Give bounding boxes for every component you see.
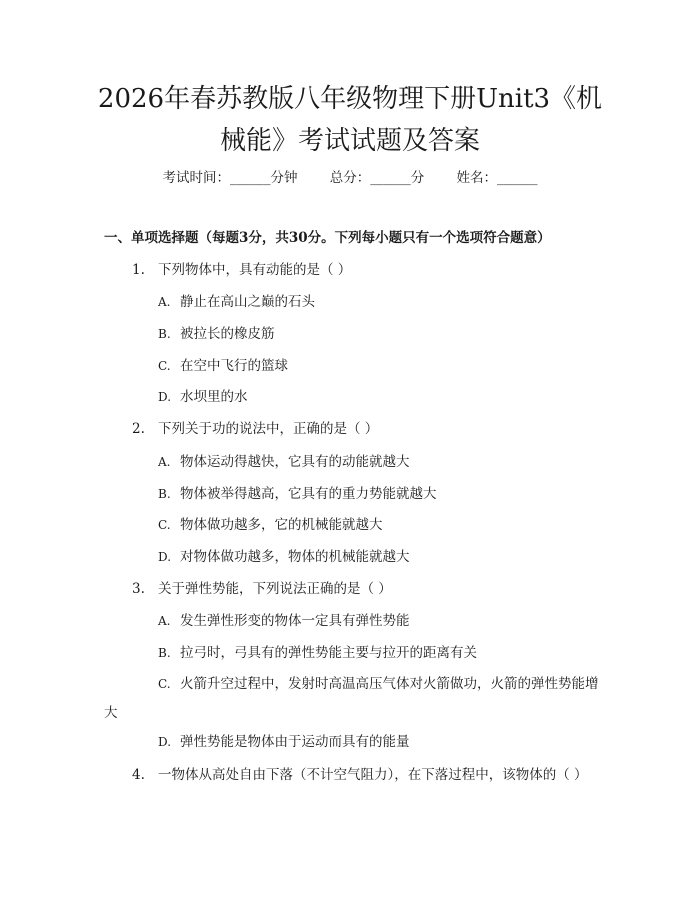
page-title: 2026年春苏教版八年级物理下册Unit3《机械能》考试试题及答案 [97,84,603,156]
exam-time [162,170,297,186]
q2-option-a [158,452,410,472]
question-4 [104,762,594,788]
option-letter: A. [158,455,171,469]
q3-option-a [158,611,410,631]
q3-option-d [158,732,410,752]
q3-option-c [104,670,604,728]
option-text: 拉弓时，弓具有的弹性势能主要与拉开的距离有关 [180,645,477,661]
q1-option-b [158,324,275,344]
q3-option-b [158,643,477,663]
option-letter: B. [158,646,171,660]
option-text: 发生弹性形变的物体一定具有弹性势能 [180,613,410,629]
student-name-label: 姓名： [456,170,498,186]
section-heading: 一、单项选择题（每题3分，共30分。下列每小题只有一个选项符合题意） [104,230,551,246]
option-letter: B. [158,327,171,341]
q1-option-a [158,292,315,312]
option-text: 物体被举得越高，它具有的重力势能就越大 [180,486,437,502]
option-text: 物体运动得越快，它具有的动能就越大 [180,454,410,470]
question-number: 4. [132,767,145,783]
option-text: 火箭升空过程中，发射时高温高压气体对火箭做功，火箭的弹性势能增大 [104,676,599,721]
total-score-label: 总分： [329,170,371,186]
option-letter: C. [158,518,171,532]
q1-option-c [158,356,288,376]
q2-option-b [158,484,437,504]
exam-time-blank: ______ [229,170,271,186]
option-letter: D. [158,390,172,404]
option-letter: D. [158,735,172,749]
total-score-unit: 分 [410,170,425,186]
option-letter: A. [158,295,171,309]
question-text: 下列物体中，具有动能的是（ ） [158,262,352,278]
option-text: 静止在高山之巅的石头 [180,294,315,310]
exam-time-label: 考试时间： [162,170,230,186]
option-letter: D. [158,550,172,564]
total-score [330,170,425,186]
student-name [457,170,538,186]
q2-option-d [158,547,410,567]
option-letter: C. [158,359,171,373]
q2-option-c [158,515,383,535]
option-letter: B. [158,487,171,501]
question-text: 一物体从高处自由下落（不计空气阻力），在下落过程中，该物体的（ ） [158,767,588,783]
total-score-blank: ______ [370,170,411,186]
option-text: 弹性势能是物体由于运动而具有的能量 [180,734,410,750]
option-text: 水坝里的水 [180,389,248,405]
question-1 [132,260,351,280]
exam-meta-line [0,168,700,188]
question-2 [132,419,378,439]
question-3 [132,579,392,599]
question-text: 关于弹性势能，下列说法正确的是（ ） [158,581,392,597]
q1-option-d [158,387,248,407]
student-name-blank: ______ [497,170,538,186]
option-letter: A. [158,614,171,628]
option-text: 在空中飞行的篮球 [180,358,288,374]
question-number: 2. [132,421,145,437]
question-text: 下列关于功的说法中，正确的是（ ） [158,421,379,437]
option-letter: C. [158,677,171,691]
question-number: 3. [132,581,145,597]
option-text: 物体做功越多，它的机械能就越大 [180,517,383,533]
exam-time-unit: 分钟 [270,170,298,186]
question-number: 1. [132,262,145,278]
option-text: 被拉长的橡皮筋 [180,326,275,342]
option-text: 对物体做功越多，物体的机械能就越大 [180,549,410,565]
